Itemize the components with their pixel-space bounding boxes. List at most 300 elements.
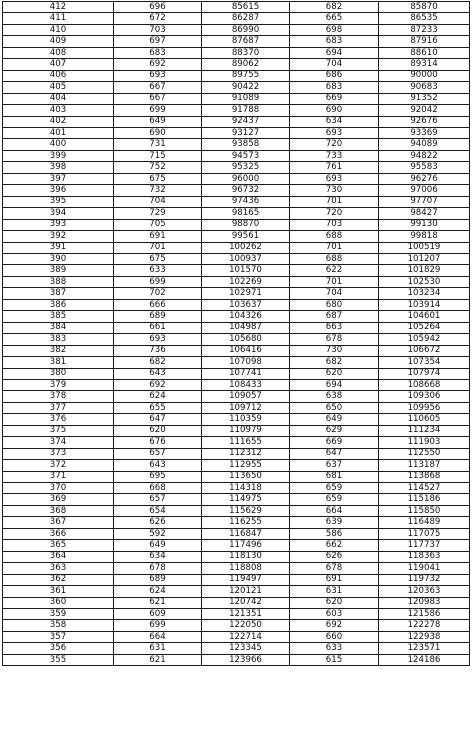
cell-cumulative-a: 114318 (202, 483, 290, 494)
table-row (3, 368, 470, 379)
cell-count-a: 683 (114, 47, 202, 58)
table-row (3, 196, 470, 207)
cell-cumulative-a: 91788 (202, 105, 290, 116)
cell-count-b: 629 (290, 425, 379, 436)
cell-cumulative-b: 86535 (379, 13, 470, 24)
cell-cumulative-b: 92042 (379, 105, 470, 116)
cell-cumulative-b: 111903 (379, 437, 470, 448)
cell-cumulative-b: 120983 (379, 597, 470, 608)
table-row (3, 609, 470, 620)
score-table-body (3, 2, 470, 666)
cell-count-a: 699 (114, 276, 202, 287)
cell-count-a: 621 (114, 654, 202, 665)
cell-count-b: 639 (290, 517, 379, 528)
cell-cumulative-b: 87233 (379, 24, 470, 35)
cell-count-b: 687 (290, 311, 379, 322)
cell-count-a: 689 (114, 574, 202, 585)
cell-count-a: 732 (114, 185, 202, 196)
cell-score: 393 (3, 219, 114, 230)
cell-count-a: 699 (114, 105, 202, 116)
table-row (3, 345, 470, 356)
cell-cumulative-b: 110605 (379, 414, 470, 425)
cell-count-a: 692 (114, 379, 202, 390)
cell-score: 360 (3, 597, 114, 608)
cell-cumulative-b: 123571 (379, 643, 470, 654)
cell-cumulative-b: 94822 (379, 150, 470, 161)
table-row (3, 322, 470, 333)
cell-cumulative-b: 117075 (379, 528, 470, 539)
cell-count-a: 697 (114, 36, 202, 47)
cell-count-b: 620 (290, 368, 379, 379)
table-row (3, 391, 470, 402)
cell-count-b: 680 (290, 299, 379, 310)
cell-cumulative-b: 93369 (379, 127, 470, 138)
cell-count-a: 701 (114, 242, 202, 253)
cell-cumulative-a: 109057 (202, 391, 290, 402)
cell-cumulative-b: 118363 (379, 551, 470, 562)
table-row (3, 47, 470, 58)
cell-count-a: 609 (114, 609, 202, 620)
table-row (3, 105, 470, 116)
cell-count-a: 678 (114, 563, 202, 574)
cell-count-b: 730 (290, 345, 379, 356)
cell-count-a: 736 (114, 345, 202, 356)
cell-score: 390 (3, 253, 114, 264)
cell-count-b: 688 (290, 231, 379, 242)
cell-count-b: 720 (290, 208, 379, 219)
table-row (3, 334, 470, 345)
cell-count-b: 615 (290, 654, 379, 665)
table-row (3, 150, 470, 161)
cell-count-a: 621 (114, 597, 202, 608)
cell-count-b: 638 (290, 391, 379, 402)
cell-count-a: 705 (114, 219, 202, 230)
cell-cumulative-a: 104987 (202, 322, 290, 333)
cell-score: 367 (3, 517, 114, 528)
table-row (3, 82, 470, 93)
cell-cumulative-b: 114527 (379, 483, 470, 494)
cell-cumulative-b: 97006 (379, 185, 470, 196)
cell-score: 358 (3, 620, 114, 631)
cell-count-b: 704 (290, 288, 379, 299)
table-row (3, 379, 470, 390)
cell-count-a: 731 (114, 139, 202, 150)
cell-cumulative-a: 97436 (202, 196, 290, 207)
table-row (3, 540, 470, 551)
table-row (3, 437, 470, 448)
cell-count-a: 676 (114, 437, 202, 448)
cell-score: 391 (3, 242, 114, 253)
cell-cumulative-a: 121351 (202, 609, 290, 620)
cell-count-b: 659 (290, 494, 379, 505)
cell-cumulative-a: 104326 (202, 311, 290, 322)
table-row (3, 299, 470, 310)
table-row (3, 24, 470, 35)
table-row (3, 425, 470, 436)
table-row (3, 13, 470, 24)
cell-score: 376 (3, 414, 114, 425)
cell-count-b: 761 (290, 162, 379, 173)
cell-count-a: 692 (114, 59, 202, 70)
cell-count-b: 631 (290, 586, 379, 597)
cell-cumulative-a: 89062 (202, 59, 290, 70)
cell-count-b: 691 (290, 574, 379, 585)
cell-cumulative-a: 89755 (202, 70, 290, 81)
cell-count-a: 657 (114, 448, 202, 459)
cell-cumulative-a: 113650 (202, 471, 290, 482)
cell-count-a: 626 (114, 517, 202, 528)
table-row (3, 70, 470, 81)
cell-cumulative-b: 87916 (379, 36, 470, 47)
cell-score: 365 (3, 540, 114, 551)
cell-score: 392 (3, 231, 114, 242)
table-row (3, 563, 470, 574)
cell-cumulative-a: 95325 (202, 162, 290, 173)
cell-score: 375 (3, 425, 114, 436)
table-row (3, 402, 470, 413)
cell-count-a: 664 (114, 631, 202, 642)
table-row (3, 139, 470, 150)
table-row (3, 494, 470, 505)
cell-cumulative-a: 90422 (202, 82, 290, 93)
cell-cumulative-b: 111234 (379, 425, 470, 436)
cell-cumulative-a: 98870 (202, 219, 290, 230)
cell-count-a: 696 (114, 2, 202, 13)
cell-score: 401 (3, 127, 114, 138)
cell-count-b: 663 (290, 322, 379, 333)
table-row (3, 505, 470, 516)
table-row (3, 173, 470, 184)
table-row (3, 414, 470, 425)
cell-cumulative-a: 118130 (202, 551, 290, 562)
cell-cumulative-a: 123345 (202, 643, 290, 654)
cell-score: 395 (3, 196, 114, 207)
cell-count-a: 643 (114, 460, 202, 471)
cell-count-b: 730 (290, 185, 379, 196)
cell-score: 370 (3, 483, 114, 494)
cell-cumulative-a: 112955 (202, 460, 290, 471)
cell-cumulative-b: 89314 (379, 59, 470, 70)
cell-cumulative-b: 85870 (379, 2, 470, 13)
table-row (3, 448, 470, 459)
cell-cumulative-b: 103234 (379, 288, 470, 299)
cell-count-a: 620 (114, 425, 202, 436)
score-table (2, 1, 470, 666)
table-row (3, 311, 470, 322)
cell-count-a: 631 (114, 643, 202, 654)
cell-score: 361 (3, 586, 114, 597)
cell-cumulative-a: 109712 (202, 402, 290, 413)
cell-score: 398 (3, 162, 114, 173)
cell-cumulative-a: 108433 (202, 379, 290, 390)
cell-count-b: 664 (290, 505, 379, 516)
cell-count-b: 683 (290, 36, 379, 47)
cell-count-b: 704 (290, 59, 379, 70)
cell-score: 407 (3, 59, 114, 70)
cell-score: 381 (3, 357, 114, 368)
table-row (3, 471, 470, 482)
table-row (3, 208, 470, 219)
cell-cumulative-a: 86287 (202, 13, 290, 24)
cell-score: 362 (3, 574, 114, 585)
cell-cumulative-a: 100937 (202, 253, 290, 264)
cell-cumulative-b: 107354 (379, 357, 470, 368)
cell-count-a: 592 (114, 528, 202, 539)
cell-cumulative-b: 101829 (379, 265, 470, 276)
cell-count-a: 702 (114, 288, 202, 299)
table-row (3, 127, 470, 138)
cell-cumulative-a: 86990 (202, 24, 290, 35)
cell-cumulative-a: 102971 (202, 288, 290, 299)
cell-count-b: 690 (290, 105, 379, 116)
table-row (3, 460, 470, 471)
cell-score: 356 (3, 643, 114, 654)
cell-count-b: 733 (290, 150, 379, 161)
cell-score: 369 (3, 494, 114, 505)
cell-score: 380 (3, 368, 114, 379)
cell-cumulative-a: 120742 (202, 597, 290, 608)
cell-cumulative-b: 115850 (379, 505, 470, 516)
cell-cumulative-a: 88370 (202, 47, 290, 58)
cell-count-a: 699 (114, 620, 202, 631)
cell-count-b: 622 (290, 265, 379, 276)
cell-score: 373 (3, 448, 114, 459)
cell-count-b: 694 (290, 47, 379, 58)
cell-cumulative-b: 109956 (379, 402, 470, 413)
cell-count-b: 637 (290, 460, 379, 471)
cell-score: 368 (3, 505, 114, 516)
cell-count-b: 686 (290, 70, 379, 81)
cell-cumulative-b: 95583 (379, 162, 470, 173)
cell-cumulative-b: 115186 (379, 494, 470, 505)
cell-cumulative-b: 119732 (379, 574, 470, 585)
table-row (3, 551, 470, 562)
cell-count-b: 694 (290, 379, 379, 390)
cell-count-a: 661 (114, 322, 202, 333)
cell-count-b: 626 (290, 551, 379, 562)
cell-count-b: 688 (290, 253, 379, 264)
cell-cumulative-b: 91352 (379, 93, 470, 104)
cell-count-a: 666 (114, 299, 202, 310)
cell-cumulative-a: 93127 (202, 127, 290, 138)
table-row (3, 517, 470, 528)
cell-cumulative-b: 122938 (379, 631, 470, 642)
cell-score: 378 (3, 391, 114, 402)
cell-count-b: 703 (290, 219, 379, 230)
cell-count-a: 703 (114, 24, 202, 35)
cell-count-a: 715 (114, 150, 202, 161)
table-row (3, 357, 470, 368)
cell-cumulative-a: 116255 (202, 517, 290, 528)
cell-count-a: 682 (114, 357, 202, 368)
cell-cumulative-b: 104601 (379, 311, 470, 322)
cell-count-a: 668 (114, 483, 202, 494)
cell-cumulative-b: 108668 (379, 379, 470, 390)
cell-cumulative-a: 107741 (202, 368, 290, 379)
cell-cumulative-b: 96276 (379, 173, 470, 184)
cell-count-a: 693 (114, 334, 202, 345)
cell-count-a: 695 (114, 471, 202, 482)
cell-cumulative-a: 87687 (202, 36, 290, 47)
cell-score: 405 (3, 82, 114, 93)
cell-score: 379 (3, 379, 114, 390)
cell-count-b: 701 (290, 196, 379, 207)
cell-score: 384 (3, 322, 114, 333)
cell-cumulative-b: 124186 (379, 654, 470, 665)
cell-count-b: 681 (290, 471, 379, 482)
table-row (3, 528, 470, 539)
cell-cumulative-a: 112312 (202, 448, 290, 459)
cell-score: 406 (3, 70, 114, 81)
cell-count-a: 657 (114, 494, 202, 505)
cell-cumulative-a: 117496 (202, 540, 290, 551)
cell-count-b: 620 (290, 597, 379, 608)
cell-cumulative-a: 119497 (202, 574, 290, 585)
cell-score: 383 (3, 334, 114, 345)
cell-score: 374 (3, 437, 114, 448)
table-row (3, 631, 470, 642)
cell-cumulative-a: 102269 (202, 276, 290, 287)
table-row (3, 93, 470, 104)
table-row (3, 59, 470, 70)
cell-cumulative-b: 106672 (379, 345, 470, 356)
table-row (3, 276, 470, 287)
cell-count-b: 720 (290, 139, 379, 150)
cell-score: 366 (3, 528, 114, 539)
cell-cumulative-b: 105942 (379, 334, 470, 345)
cell-score: 389 (3, 265, 114, 276)
cell-count-b: 647 (290, 448, 379, 459)
cell-cumulative-a: 116847 (202, 528, 290, 539)
cell-count-a: 690 (114, 127, 202, 138)
cell-cumulative-b: 90683 (379, 82, 470, 93)
cell-score: 409 (3, 36, 114, 47)
cell-score: 372 (3, 460, 114, 471)
cell-cumulative-b: 98427 (379, 208, 470, 219)
cell-cumulative-a: 92437 (202, 116, 290, 127)
cell-count-a: 649 (114, 540, 202, 551)
table-row (3, 654, 470, 665)
cell-cumulative-b: 99818 (379, 231, 470, 242)
cell-count-b: 649 (290, 414, 379, 425)
cell-cumulative-b: 119041 (379, 563, 470, 574)
cell-cumulative-b: 107974 (379, 368, 470, 379)
cell-score: 404 (3, 93, 114, 104)
cell-cumulative-a: 103637 (202, 299, 290, 310)
cell-count-b: 682 (290, 2, 379, 13)
cell-count-b: 701 (290, 242, 379, 253)
table-row (3, 253, 470, 264)
cell-cumulative-a: 100262 (202, 242, 290, 253)
cell-cumulative-b: 99130 (379, 219, 470, 230)
cell-score: 402 (3, 116, 114, 127)
cell-cumulative-a: 98165 (202, 208, 290, 219)
cell-cumulative-b: 105264 (379, 322, 470, 333)
cell-count-a: 647 (114, 414, 202, 425)
cell-cumulative-a: 111655 (202, 437, 290, 448)
cell-cumulative-b: 116489 (379, 517, 470, 528)
table-row (3, 185, 470, 196)
cell-score: 371 (3, 471, 114, 482)
cell-count-b: 669 (290, 93, 379, 104)
cell-count-a: 675 (114, 253, 202, 264)
table-row (3, 620, 470, 631)
table-row (3, 586, 470, 597)
cell-score: 408 (3, 47, 114, 58)
cell-count-b: 701 (290, 276, 379, 287)
cell-count-a: 643 (114, 368, 202, 379)
cell-count-a: 624 (114, 391, 202, 402)
cell-cumulative-a: 123966 (202, 654, 290, 665)
cell-count-a: 649 (114, 116, 202, 127)
cell-cumulative-b: 121586 (379, 609, 470, 620)
cell-cumulative-b: 102530 (379, 276, 470, 287)
table-row (3, 231, 470, 242)
cell-count-a: 667 (114, 82, 202, 93)
cell-cumulative-a: 110979 (202, 425, 290, 436)
cell-count-a: 675 (114, 173, 202, 184)
cell-count-b: 662 (290, 540, 379, 551)
cell-count-b: 633 (290, 643, 379, 654)
cell-cumulative-b: 113868 (379, 471, 470, 482)
cell-count-a: 672 (114, 13, 202, 24)
cell-count-b: 669 (290, 437, 379, 448)
table-row (3, 219, 470, 230)
cell-cumulative-a: 91089 (202, 93, 290, 104)
cell-cumulative-a: 96000 (202, 173, 290, 184)
cell-count-a: 634 (114, 551, 202, 562)
cell-cumulative-b: 117737 (379, 540, 470, 551)
cell-score: 411 (3, 13, 114, 24)
cell-score: 403 (3, 105, 114, 116)
cell-cumulative-b: 122278 (379, 620, 470, 631)
cell-cumulative-b: 92676 (379, 116, 470, 127)
cell-cumulative-b: 88610 (379, 47, 470, 58)
cell-count-b: 660 (290, 631, 379, 642)
cell-count-a: 691 (114, 231, 202, 242)
cell-count-b: 634 (290, 116, 379, 127)
cell-score: 386 (3, 299, 114, 310)
cell-count-b: 665 (290, 13, 379, 24)
cell-cumulative-a: 99561 (202, 231, 290, 242)
table-row (3, 116, 470, 127)
cell-cumulative-a: 96732 (202, 185, 290, 196)
cell-count-a: 633 (114, 265, 202, 276)
cell-count-a: 624 (114, 586, 202, 597)
cell-count-a: 752 (114, 162, 202, 173)
cell-count-a: 667 (114, 93, 202, 104)
table-row (3, 574, 470, 585)
cell-score: 355 (3, 654, 114, 665)
cell-score: 382 (3, 345, 114, 356)
cell-cumulative-b: 101207 (379, 253, 470, 264)
table-row (3, 2, 470, 13)
cell-score: 400 (3, 139, 114, 150)
table-row (3, 242, 470, 253)
cell-count-a: 689 (114, 311, 202, 322)
cell-count-a: 654 (114, 505, 202, 516)
cell-cumulative-a: 85615 (202, 2, 290, 13)
cell-cumulative-b: 113187 (379, 460, 470, 471)
cell-count-a: 693 (114, 70, 202, 81)
cell-cumulative-a: 118808 (202, 563, 290, 574)
cell-cumulative-b: 112550 (379, 448, 470, 459)
cell-cumulative-a: 122714 (202, 631, 290, 642)
cell-cumulative-a: 120121 (202, 586, 290, 597)
table-row (3, 36, 470, 47)
cell-count-b: 692 (290, 620, 379, 631)
cell-score: 364 (3, 551, 114, 562)
